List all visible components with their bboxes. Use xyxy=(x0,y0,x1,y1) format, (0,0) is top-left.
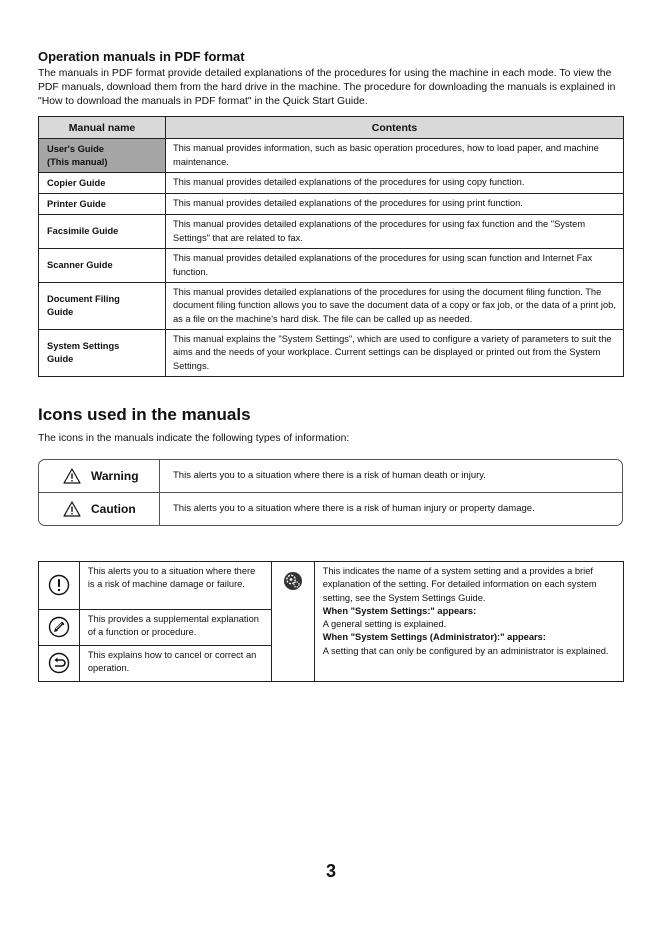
warning-row xyxy=(39,460,622,493)
system-settings-heading: When "System Settings:" appears: xyxy=(322,605,477,616)
icons-intro: The icons in the manuals indicate the following types of information: xyxy=(38,433,350,444)
manual-name: Facsimile Guide xyxy=(47,226,119,236)
icon-cell xyxy=(39,646,80,682)
manual-contents: This manual explains the "System Settings", which are used to configure a variety of parameters to suit the aims and the needs of your workplace. Current settings can be displayed or printed out from the System Settings. xyxy=(166,330,624,377)
pdf-manuals-intro: The manuals in PDF format provide detailed explanations of the procedures for using the machine in each mode. To view the PDF manuals, download them from the hard drive in the machine. The procedure for downloading the manuals is explained in "How to download the manuals in PDF format" in the Quick Start Guide. xyxy=(38,68,616,108)
manual-name: Copier Guide xyxy=(47,177,106,188)
system-setting-text: This indicates the name of a system setting and a provides a brief explanation of the setting. For detailed information on each system setting, see the System Settings Guide. xyxy=(322,566,597,603)
manual-contents: This manual provides information, such as basic operation procedures, how to load paper, and machine maintenance. xyxy=(166,139,624,173)
manual-name-cell xyxy=(39,283,166,330)
caution-row xyxy=(39,493,622,525)
manual-name-sub: Guide xyxy=(47,354,74,364)
icon-cell xyxy=(271,562,314,682)
manual-contents: This manual provides detailed explanations of the procedures for using the document filing function. The document filing function allows you to save the document data of a copy or fax job, or the data of a print job, as a file on the machine's hard disk. The file can be called up as needed. xyxy=(166,283,624,330)
manual-name: System Settings xyxy=(47,341,120,351)
manuals-table xyxy=(38,116,624,377)
table-row xyxy=(39,139,624,173)
table-row xyxy=(39,194,624,215)
manual-name-header: Manual name xyxy=(39,117,166,139)
system-settings-explanation: A general setting is explained. xyxy=(322,619,447,630)
machine-damage-text: This alerts you to a situation where there is a risk of machine damage or failure. xyxy=(79,562,271,610)
icon-cell xyxy=(39,610,80,646)
table-row xyxy=(39,283,624,330)
manual-name-sub: (This manual) xyxy=(47,156,108,167)
warning-label: Warning xyxy=(91,469,139,483)
warning-text: This alerts you to a situation where there is a risk of human death or injury. xyxy=(173,470,486,481)
manual-contents: This manual provides detailed explanations of the procedures for using copy function. xyxy=(166,173,624,194)
manual-name: User's Guide xyxy=(47,143,104,154)
caution-triangle-icon xyxy=(63,501,81,517)
page-number: 3 xyxy=(325,861,336,881)
manual-name-sub: Guide xyxy=(47,307,74,317)
contents-header: Contents xyxy=(166,117,624,139)
icons-table xyxy=(38,561,624,682)
icons-heading: Icons used in the manuals xyxy=(38,405,251,424)
table-row xyxy=(39,330,624,377)
manual-contents: This manual provides detailed explanations of the procedures for using fax function and the "System Settings" that are related to fax. xyxy=(166,215,624,249)
admin-settings-heading: When "System Settings (Administrator):" appears: xyxy=(322,632,546,643)
warning-label-cell xyxy=(39,460,160,492)
warning-triangle-icon xyxy=(63,468,81,484)
manual-name-cell xyxy=(39,173,166,194)
manual-name-cell xyxy=(39,249,166,283)
manual-name-cell xyxy=(39,139,166,173)
settings-gear-icon xyxy=(283,571,303,591)
admin-settings-explanation: A setting that can only be configured by an administrator is explained. xyxy=(322,645,609,656)
pencil-note-icon xyxy=(48,616,70,638)
manual-name: Document Filing xyxy=(47,294,120,304)
table-row xyxy=(39,249,624,283)
manual-contents: This manual provides detailed explanations of the procedures for using print function. xyxy=(166,194,624,215)
manual-name: Printer Guide xyxy=(47,198,106,209)
alerts-box xyxy=(38,459,623,526)
icon-cell xyxy=(39,562,80,610)
manual-name: Scanner Guide xyxy=(47,260,113,270)
manual-name-cell xyxy=(39,215,166,249)
manual-name-cell xyxy=(39,330,166,377)
caution-label: Caution xyxy=(91,502,136,516)
table-row xyxy=(39,562,624,610)
return-arrow-icon xyxy=(48,652,70,674)
table-header-row xyxy=(39,117,624,139)
table-row xyxy=(39,173,624,194)
table-row xyxy=(39,215,624,249)
manual-contents: This manual provides detailed explanations of the procedures for using scan function and Internet Fax function. xyxy=(166,249,624,283)
exclamation-circle-icon xyxy=(48,574,70,596)
cancel-text: This explains how to cancel or correct an operation. xyxy=(79,646,271,682)
manual-name-cell xyxy=(39,194,166,215)
system-setting-cell xyxy=(314,562,623,682)
supplemental-text: This provides a supplemental explanation of a function or procedure. xyxy=(79,610,271,646)
caution-text: This alerts you to a situation where there is a risk of human injury or property damage. xyxy=(173,503,535,514)
pdf-manuals-heading: Operation manuals in PDF format xyxy=(38,49,245,64)
caution-label-cell xyxy=(39,493,160,525)
